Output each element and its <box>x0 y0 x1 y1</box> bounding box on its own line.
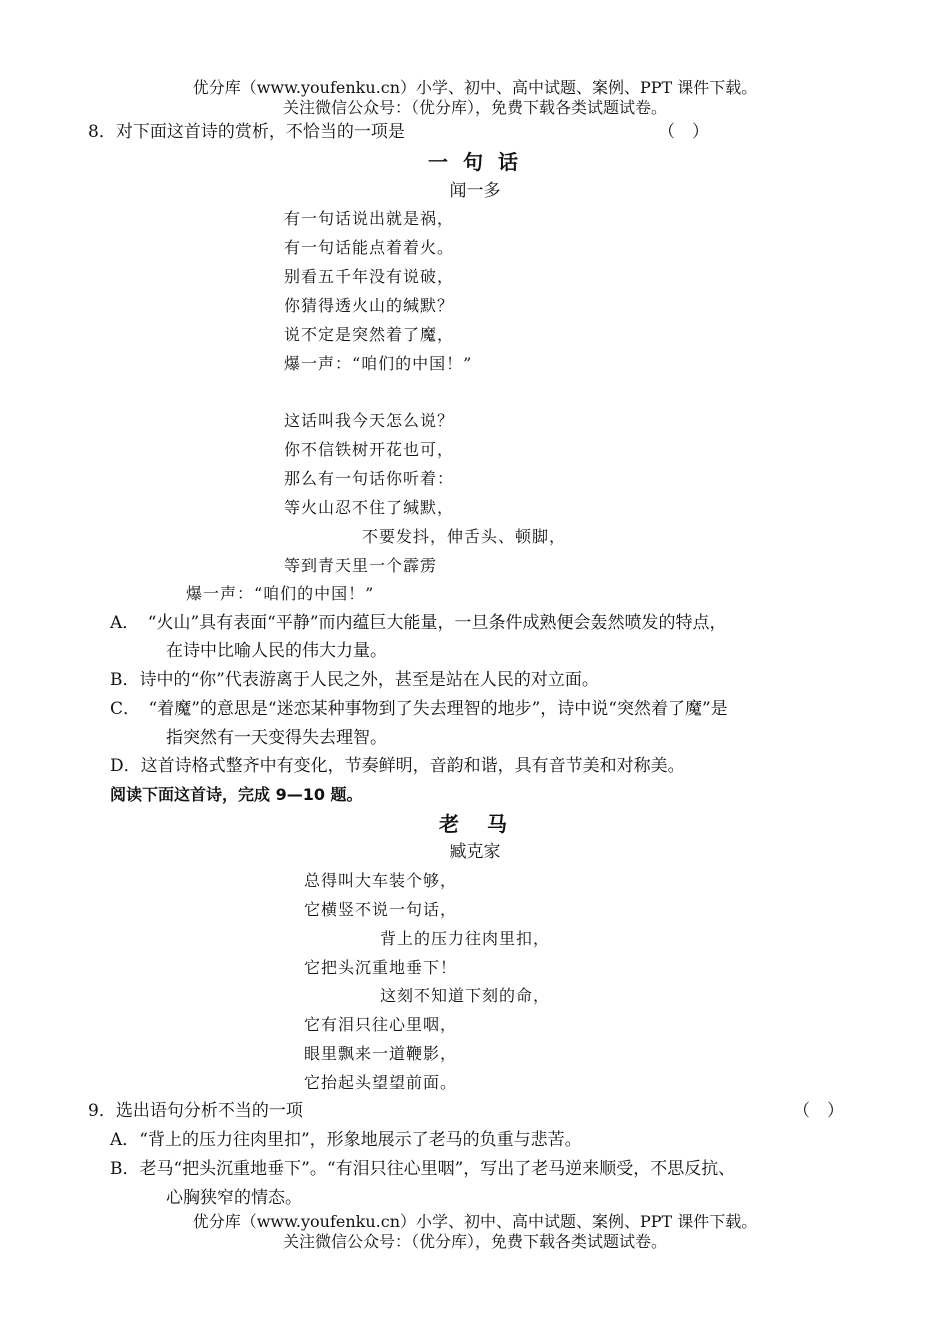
poem1-line: 有一句话能点着着火。 <box>284 238 455 257</box>
q8-option-d: D．这首诗格式整齐中有变化，节奏鲜明，音韵和谐，具有音节美和对称美。 <box>110 756 685 776</box>
q9-stem: 9．选出语句分析不当的一项 <box>88 1101 303 1121</box>
q9-option-b: B．老马“把头沉重地垂下”。“有泪只往心里咽”，写出了老马逆来顺受，不思反抗、 <box>110 1159 736 1179</box>
poem1-line: 说不定是突然着了魔， <box>284 325 455 344</box>
poem1-line: 等到青天里一个霹雳 <box>284 556 438 575</box>
poem2-author: 臧克家 <box>449 842 501 862</box>
poem2-line: 它横竖不说一句话， <box>304 900 458 919</box>
poem1-line: 不要发抖，伸舌头、顿脚， <box>362 527 567 546</box>
poem1-line: 等火山忍不住了缄默， <box>284 498 455 517</box>
poem1-line: 别看五千年没有说破， <box>284 267 455 286</box>
q8-answer-paren: （ ） <box>658 122 709 142</box>
q8-stem: 8．对下面这首诗的赏析，不恰当的一项是 <box>88 122 405 142</box>
footer-line-1: 优分库（www.youfenku.cn）小学、初中、高中试题、案例、PPT 课件下载。 <box>192 1212 758 1231</box>
poem2-title: 老 马 <box>439 812 511 836</box>
poem2-line: 背上的压力往肉里扣， <box>380 929 551 948</box>
poem2-line: 眼里飘来一道鞭影， <box>304 1044 458 1063</box>
poem2-line: 总得叫大车装个够， <box>304 871 458 890</box>
section-instruction: 阅读下面这首诗，完成 9—10 题。 <box>110 785 363 804</box>
header-line-2: 关注微信公众号：（优分库），免费下载各类试题试卷。 <box>282 98 667 117</box>
q8-option-a-cont: 在诗中比喻人民的伟大力量。 <box>166 641 387 661</box>
q9-option-b-cont: 心胸狭窄的情态。 <box>166 1188 302 1208</box>
poem1-line: 这话叫我今天怎么说？ <box>284 411 455 430</box>
poem2-line: 它把头沉重地垂下！ <box>304 958 458 977</box>
poem2-line: 这刻不知道下刻的命， <box>380 986 551 1005</box>
header-line-1: 优分库（www.youfenku.cn）小学、初中、高中试题、案例、PPT 课件下载。 <box>192 78 758 97</box>
footer-line-2: 关注微信公众号：（优分库），免费下载各类试题试卷。 <box>282 1232 667 1251</box>
q9-option-a: A．“背上的压力往肉里扣”，形象地展示了老马的负重与悲苦。 <box>110 1130 582 1150</box>
q8-option-a: A． “火山”具有表面“平静”而内蕴巨大能量，一旦条件成熟便会轰然喷发的特点， <box>110 613 727 633</box>
q8-option-c-cont: 指突然有一天变得失去理智。 <box>166 728 387 748</box>
poem1-title: 一 句 话 <box>428 150 522 174</box>
q8-option-b: B．诗中的“你”代表游离于人民之外，甚至是站在人民的对立面。 <box>110 670 599 690</box>
q9-answer-paren: （ ） <box>793 1101 844 1121</box>
poem1-line: 爆一声：“咱们的中国！” <box>284 354 473 373</box>
poem1-line: 你不信铁树开花也可， <box>284 440 455 459</box>
q8-option-c: C． “着魔”的意思是“迷恋某种事物到了失去理智的地步”，诗中说“突然着了魔”是 <box>110 699 728 719</box>
poem1-author: 闻一多 <box>449 181 501 201</box>
poem2-line: 它有泪只往心里咽， <box>304 1015 458 1034</box>
poem1-line: 你猜得透火山的缄默？ <box>284 296 455 315</box>
poem1-line: 爆一声：“咱们的中国！” <box>186 584 375 603</box>
poem1-line: 有一句话说出就是祸， <box>284 209 455 228</box>
poem2-line: 它抬起头望望前面。 <box>304 1073 458 1092</box>
poem1-line: 那么有一句话你听着： <box>284 469 455 488</box>
